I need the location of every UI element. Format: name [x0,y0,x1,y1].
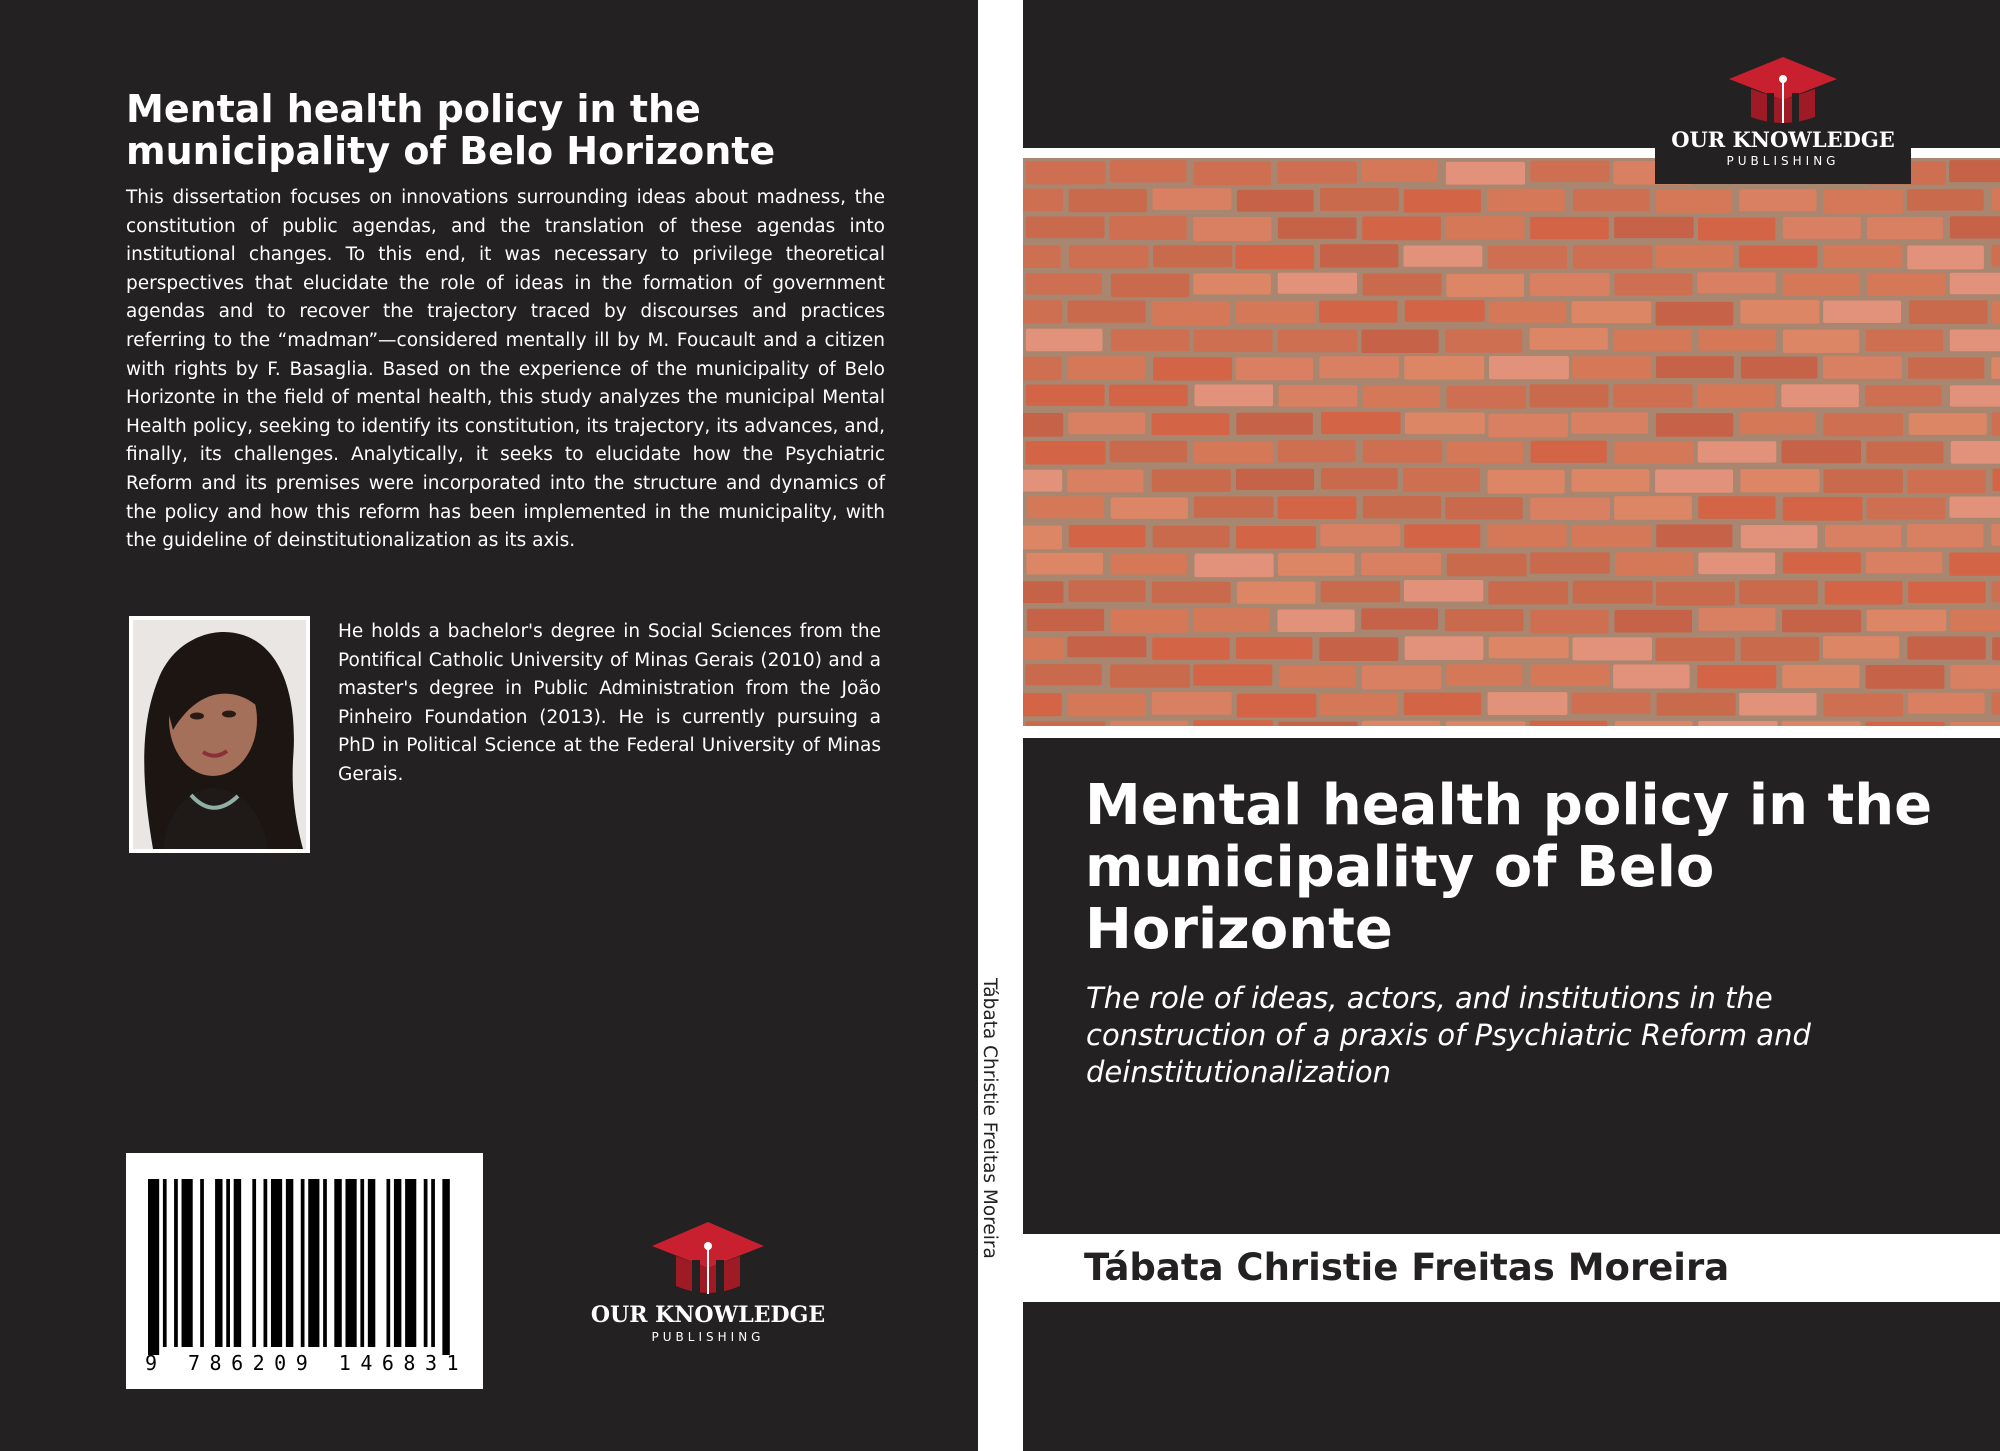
mortarboard-icon [1655,45,1911,127]
brick [1278,553,1354,576]
brick [1193,664,1272,685]
brick [1023,189,1063,212]
brick [1613,664,1689,688]
publisher-name: OUR KNOWLEDGE [590,1302,826,1328]
brick [1741,525,1818,548]
brick [1023,693,1062,716]
brick [1907,524,1983,547]
brick [1488,246,1567,269]
brick [1656,582,1735,606]
brick [1613,329,1691,351]
brick [1445,497,1522,519]
brick [1193,217,1271,241]
brick [1950,330,2000,352]
brick [1153,245,1232,267]
brick [1110,160,1187,182]
brick [1572,301,1652,323]
brick [1278,273,1357,294]
brick [1320,244,1398,267]
brick-wall-image [1023,158,2000,726]
brick [1278,440,1356,462]
brick [1573,189,1650,211]
barcode-bar [271,1179,282,1347]
brick [1404,693,1481,716]
brick [1069,189,1147,212]
brick [1614,217,1694,238]
brick [1195,554,1274,578]
brick [1361,160,1437,181]
brick [1699,329,1776,351]
brick [1656,524,1732,547]
spine-author: Tábata Christie Freitas Moreira [979,978,1000,1259]
brick [1361,553,1441,575]
brick [1445,609,1524,631]
brick [1279,666,1355,688]
brick [1824,469,1903,493]
barcode-bar [286,1179,293,1347]
brick [1237,694,1317,718]
brick [1697,665,1776,688]
brick [1571,412,1648,434]
brick [1993,469,2000,492]
brick [1740,300,1819,324]
brick [1321,581,1401,602]
brick [1992,637,2000,660]
brick [1615,552,1694,575]
brick [1991,524,2000,546]
brick [1488,414,1568,437]
barcode-bar [308,1179,319,1347]
brick [1111,329,1190,351]
brick [1320,694,1399,715]
brick [1530,610,1608,634]
brick [1741,637,1819,661]
brick [1447,554,1527,577]
brick [1572,693,1651,714]
brick [1320,524,1400,546]
brick [1949,160,2000,182]
brick [1319,637,1398,661]
brick [1321,412,1401,434]
brick [1950,610,2000,632]
brick [1236,637,1312,659]
brick [1867,217,1943,239]
brick [1823,245,1902,268]
brick [1152,413,1230,435]
brick [1023,581,1064,603]
back-cover-title: Mental health policy in the municipality of Belo Horizonte [126,87,776,173]
brick [1908,358,1984,379]
brick [1447,386,1527,409]
brick [1236,413,1313,435]
brick [1823,636,1899,658]
brick-wall-graphic [1023,158,2000,726]
publisher-logo-front [1655,45,1911,184]
barcode-bar [174,1179,178,1347]
barcode-bar [368,1179,375,1347]
brick [1781,384,1859,407]
brick [1068,412,1145,434]
brick [1277,610,1354,633]
barcode-bar [323,1179,327,1347]
brick [1110,441,1187,462]
brick [1111,274,1189,298]
barcode-bars [148,1179,461,1355]
brick [1363,440,1442,463]
brick [1026,217,1105,239]
brick [1741,357,1818,379]
brick [1236,357,1314,380]
barcode-bar [215,1179,222,1347]
isbn-number: 9 786209 146831 [144,1351,469,1375]
brick [1698,553,1775,575]
brick [1951,441,2000,464]
brick [1361,330,1438,353]
brick [1698,496,1775,519]
brick [1361,608,1438,629]
brick [1487,524,1566,547]
publisher-name: OUR KNOWLEDGE [1671,127,1895,152]
brick [1992,692,2000,715]
brick [1153,526,1230,548]
brick [1950,497,2000,518]
brick [1949,553,2000,576]
brick [1489,302,1567,323]
brick [1404,246,1483,267]
barcode-bar [200,1179,204,1347]
brick [1613,384,1692,407]
brick [1530,552,1610,574]
barcode-bar [226,1179,230,1347]
brick [1026,273,1103,294]
front-cover-subtitle: The role of ideas, actors, and institutions in the construction of a praxis of Psychiatric Reform and deinstitutionalization [1086,981,1811,1089]
brick [1783,330,1859,353]
brick [1739,189,1816,211]
brick [1023,413,1063,437]
brick [1404,580,1483,602]
brick [1908,470,1986,494]
brick [1823,413,1903,436]
brick [1573,581,1653,604]
brick [1023,300,1062,324]
brick [1111,497,1188,518]
brick [1445,329,1522,353]
brick [1614,442,1693,464]
brick [1110,664,1190,687]
brick [1530,384,1609,407]
brick [1152,638,1229,660]
brick [1067,636,1146,657]
back-cover-description: This dissertation focuses on innovations surrounding ideas about madness, the constitution of public agendas, and the translation of these agendas into institutional changes. To this end, it was necessary to privilege theoretical perspectives that elucidate the role of ideas in the formation of government agendas and to recover the trajectory traced by discourses and practices referring to the “madman”—considered mentally ill by M. Foucault and a citizen with rights by F. Basaglia. Based on the experience of the municipality of Belo Horizonte in the field of mental health, this study analyzes the municipal Mental Health policy, seeking to identify its constitution, its trajectory, its advances, and, finally, its challenges. Analytically, it seeks to elucidate how the Psychiatric Reform and its premises were incorporated into the structure and dynamics of the policy and how this reform has been implemented in the municipality, with the guideline of deinstitutionalization as its axis. [126,187,885,552]
brick [1572,356,1651,379]
brick [1698,441,1777,462]
brick [1027,496,1104,518]
brick [1237,190,1314,212]
brick [1950,665,2000,689]
brick [1908,693,1985,714]
brick [1111,609,1189,633]
mortarboard-icon [588,1222,828,1302]
publisher-sub: PUBLISHING [651,1330,765,1344]
brick [1907,637,1985,660]
brick [1656,638,1735,661]
brick [1236,301,1316,323]
brick [1698,218,1775,241]
brick [1656,413,1733,437]
brick [1026,385,1105,406]
brick [1992,412,2000,436]
front-band-bottom [1023,726,2000,738]
brick [1991,357,2000,379]
barcode-bar [148,1179,159,1355]
brick [1824,694,1904,717]
brick [1656,245,1734,268]
barcode-bar [405,1179,416,1347]
brick [1236,526,1316,549]
brick [1069,580,1146,602]
front-cover-title: Mental health policy in the municipality of Belo Horizonte [1085,773,1933,962]
brick [1278,496,1357,519]
barcode-bar [264,1179,268,1347]
brick [1023,470,1062,492]
brick [1194,496,1274,517]
brick [1487,189,1565,212]
brick [1865,385,1942,406]
publisher-sub: PUBLISHING [1726,154,1840,168]
brick [1025,664,1102,685]
brick [1909,300,1988,324]
brick [1489,356,1569,379]
brick [1447,442,1524,464]
brick [1907,246,1984,270]
brick [1615,273,1693,295]
brick [1023,638,1065,660]
brick [1152,301,1230,325]
brick [1363,273,1442,295]
brick [1614,496,1692,520]
brick [1823,301,1901,323]
spine-label-wrap [978,978,1023,1298]
barcode-bar [234,1179,241,1347]
brick [1405,636,1484,660]
brick [1950,385,2000,406]
brick [1530,217,1609,239]
brick [1026,161,1106,184]
brick [1824,190,1903,214]
brick [1405,300,1485,322]
brick [1026,329,1103,352]
author-photo [129,616,310,853]
brick [1655,190,1731,213]
brick [1950,273,2000,295]
brick [1321,468,1398,489]
brick [1404,189,1481,212]
brick [1697,272,1776,293]
brick [1278,330,1358,353]
brick [1194,330,1273,352]
brick [1193,442,1273,464]
brick [1699,608,1776,631]
brick [1403,468,1480,492]
brick [1363,496,1441,518]
brick [1572,525,1652,546]
brick [1992,245,2000,267]
brick [1783,497,1863,521]
brick [1782,440,1861,463]
brick [1445,216,1524,239]
brick [1363,386,1440,408]
brick [1026,441,1106,464]
barcode-bar [360,1179,364,1347]
brick [1488,470,1565,494]
brick [1152,469,1231,492]
brick [1909,413,1987,435]
barcode-bar [301,1179,305,1347]
brick [1068,301,1146,323]
brick [1023,246,1061,269]
brick [1615,610,1693,633]
brick [1489,637,1569,659]
brick [1657,693,1736,716]
brick [1067,470,1143,493]
brick [1992,581,2000,602]
brick [1026,553,1103,575]
brick [1152,692,1232,715]
brick [1153,188,1232,210]
brick [1404,356,1484,380]
brick [1530,161,1609,182]
brick [1405,413,1485,435]
brick [1783,552,1861,573]
brick [1068,356,1146,379]
brick [1152,582,1231,603]
barcode-bar [431,1179,435,1347]
brick [1530,328,1608,350]
brick [1656,302,1734,326]
brick [1195,384,1274,406]
brick [1572,469,1650,492]
brick [1027,609,1104,631]
brick [1404,524,1480,547]
barcode-bar [163,1179,167,1347]
brick [1068,693,1146,716]
brick [1446,664,1522,685]
barcode-bar [424,1179,428,1347]
brick [1235,245,1314,269]
brick [1950,216,2000,238]
publisher-logo-back [588,1222,828,1347]
brick [1488,692,1568,715]
brick [1488,581,1568,604]
brick [1109,216,1187,240]
brick [1866,442,1943,464]
brick [1320,188,1399,211]
brick [1069,525,1146,547]
brick [1446,162,1525,185]
brick [1362,217,1441,241]
brick [1237,582,1315,604]
brick [1023,526,1062,550]
brick [1739,580,1818,604]
brick [1866,552,1943,573]
brick [1573,637,1653,660]
brick [1739,412,1816,434]
barcode-bar [386,1179,390,1347]
brick [1069,245,1149,268]
brick [1530,273,1610,296]
brick [1278,218,1357,239]
brick [1825,581,1903,604]
brick [1823,356,1902,379]
front-cover-author: Tábata Christie Freitas Moreira [1084,1246,1730,1289]
barcode-bar [182,1179,193,1347]
brick [1278,161,1357,183]
isbn-barcode [126,1153,483,1389]
barcode-bar [252,1179,256,1347]
brick [1867,273,1946,296]
brick [1279,385,1358,407]
brick [1362,666,1441,690]
brick [1825,525,1901,547]
brick [1319,301,1397,323]
brick [1992,188,2000,211]
brick [1783,217,1861,239]
author-bio: He holds a bachelor's degree in Social Sciences from the Pontifical Catholic University of Minas Gerais (2010) and a master's degree in Public Administration from the João Pinheiro Foundation (2013). He is currently pursuing a PhD in Political Science at the Federal University of Minas Gerais. [338,621,881,785]
brick [1573,245,1653,269]
brick [1109,385,1188,407]
author-portrait-image [133,620,306,849]
brick [1698,384,1775,408]
brick [1740,469,1819,492]
barcode-bar [394,1179,401,1347]
brick [1782,665,1859,688]
brick [1782,610,1861,633]
brick [1194,162,1271,186]
brick [1656,356,1734,378]
barcode-bar [442,1179,449,1355]
brick [1867,498,1946,520]
brick [1739,246,1817,268]
brick [1319,356,1399,378]
brick [1531,441,1607,463]
brick [1023,357,1062,381]
brick [1193,273,1271,294]
brick [1783,273,1860,296]
brick [1446,274,1524,297]
brick [1236,469,1314,490]
brick [1193,608,1270,632]
brick [1867,610,1947,632]
brick [1153,357,1232,380]
brick [1866,665,1945,689]
brick [1111,554,1187,575]
brick [1531,664,1610,686]
brick [1908,582,1985,604]
barcode-bar [345,1179,356,1347]
brick [1866,330,1943,351]
brick [1530,498,1610,520]
brick [1655,470,1733,493]
barcode-bar [334,1179,341,1347]
brick [1739,693,1816,716]
brick [1907,189,1984,211]
brick [1991,301,2000,324]
